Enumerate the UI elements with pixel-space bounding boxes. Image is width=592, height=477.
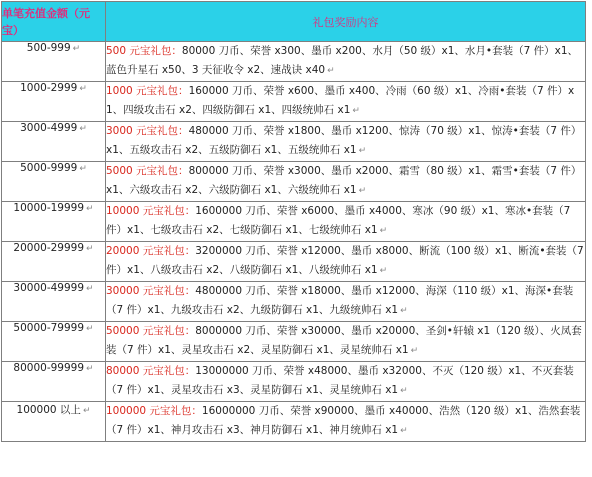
reward-cell	[106, 202, 586, 242]
package-name: 20000 元宝礼包：	[106, 245, 196, 257]
amount-cell	[2, 362, 106, 402]
amount-cell	[2, 402, 106, 442]
amount-cell	[2, 242, 106, 282]
table-row	[2, 402, 586, 442]
amount-text: 100000 以上	[16, 404, 81, 416]
amount-cell	[2, 282, 106, 322]
reward-content: 8000000 刀币、荣誉 x30000、墨币 x20000、圣剑•轩辕 x1（120 级）、火凤套装（7 件）x1、灵星攻击石 x2、灵星防御石 x1、灵星统帅石 x1	[106, 325, 582, 356]
package-name: 3000 元宝礼包：	[106, 125, 189, 137]
reward-content: 480000 刀币、荣誉 x1800、墨币 x1200、惊涛（70 级）x1、惊涛•套装（7 件）x1、五级攻击石 x2、五级防御石 x1、五级统帅石 x1	[106, 125, 582, 156]
reward-cell	[106, 42, 586, 82]
header-reward: 礼包奖励内容	[106, 2, 586, 42]
table-header-row	[2, 2, 586, 42]
amount-text: 500-999	[26, 42, 71, 54]
reward-cell	[106, 122, 586, 162]
table-row	[2, 362, 586, 402]
package-name: 30000 元宝礼包：	[106, 285, 196, 297]
return-mark-icon: ↵	[86, 324, 94, 334]
return-mark-icon: ↵	[82, 406, 91, 416]
return-mark-icon: ↵	[86, 244, 94, 254]
return-mark-icon: ↵	[410, 346, 419, 356]
return-mark-icon: ↵	[86, 204, 94, 214]
return-mark-icon: ↵	[379, 226, 388, 236]
return-mark-icon: ↵	[327, 66, 335, 76]
table-row	[2, 202, 586, 242]
amount-cell	[2, 322, 106, 362]
reward-content: 4800000 刀币、荣誉 x18000、墨币 x12000、海深（110 级）x1、海深•套装（7 件）x1、九级攻击石 x2、九级防御石 x1、九级统帅石 x1	[106, 285, 574, 316]
table-row	[2, 42, 586, 82]
amount-text: 10000-19999	[13, 202, 85, 214]
package-name: 50000 元宝礼包：	[106, 325, 196, 337]
amount-text: 50000-79999	[13, 322, 85, 334]
reward-cell	[106, 162, 586, 202]
return-mark-icon: ↵	[79, 164, 87, 174]
reward-cell	[106, 322, 586, 362]
reward-content: 16000000 刀币、荣誉 x90000、墨币 x40000、浩然（120 级）x1、浩然套装（7 件）x1、神月攻击石 x3、神月防御石 x1、神月统帅石 x1	[106, 405, 581, 436]
reward-content: 160000 刀币、荣誉 x600、墨币 x400、冷雨（60 级）x1、冷雨•套装（7 件）x1、四级攻击石 x2、四级防御石 x1、四级统帅石 x1	[106, 85, 575, 116]
package-name: 10000 元宝礼包：	[106, 205, 196, 217]
amount-cell	[2, 82, 106, 122]
reward-cell	[106, 362, 586, 402]
reward-content: 13000000 刀币、荣誉 x48000、墨币 x32000、不灭（120 级）x1、不灭套装（7 件）x1、灵星攻击石 x3、灵星防御石 x1、灵星统帅石 x1	[106, 365, 574, 396]
return-mark-icon: ↵	[400, 386, 408, 396]
package-name: 80000 元宝礼包：	[106, 365, 196, 377]
table-row	[2, 82, 586, 122]
reward-content: 80000 刀币、荣誉 x300、墨币 x200、水月（50 级）x1、水月•套装（7 件）x1、蓝色升星石 x50、3 天征收令 x2、速战诀 x40	[106, 45, 579, 76]
reward-content: 1600000 刀币、荣誉 x6000、墨币 x4000、寒冰（90 级）x1、寒冰•套装（7 件）x1、七级攻击石 x2、七级防御石 x1、七级统帅石 x1	[106, 205, 571, 236]
reward-cell	[106, 282, 586, 322]
return-mark-icon: ↵	[358, 146, 367, 156]
reward-table	[1, 1, 586, 442]
table-row	[2, 122, 586, 162]
amount-text: 1000-2999	[20, 82, 78, 94]
reward-content: 800000 刀币、荣誉 x3000、墨币 x2000、霜雪（80 级）x1、霜雪•套装（7 件）x1、六级攻击石 x2、六级防御石 x1、六级统帅石 x1	[106, 165, 582, 196]
amount-text: 3000-4999	[20, 122, 78, 134]
return-mark-icon: ↵	[79, 84, 87, 94]
package-name: 5000 元宝礼包：	[106, 165, 189, 177]
table-body	[2, 42, 586, 442]
reward-cell	[106, 402, 586, 442]
reward-cell	[106, 242, 586, 282]
amount-text: 80000-99999	[13, 362, 85, 374]
amount-text: 5000-9999	[20, 162, 78, 174]
amount-text: 20000-29999	[13, 242, 85, 254]
amount-cell	[2, 202, 106, 242]
table-row	[2, 282, 586, 322]
amount-text: 30000-49999	[13, 282, 85, 294]
return-mark-icon: ↵	[86, 284, 94, 294]
package-name: 100000 元宝礼包：	[106, 405, 202, 417]
amount-cell	[2, 122, 106, 162]
return-mark-icon: ↵	[72, 44, 81, 54]
table-row	[2, 322, 586, 362]
return-mark-icon: ↵	[400, 426, 408, 436]
return-mark-icon: ↵	[400, 306, 408, 316]
return-mark-icon: ↵	[352, 106, 360, 116]
reward-cell	[106, 82, 586, 122]
return-mark-icon: ↵	[79, 124, 87, 134]
header-amount: 单笔充值金额（元宝）	[2, 2, 106, 42]
amount-cell	[2, 162, 106, 202]
package-name: 500 元宝礼包：	[106, 45, 182, 57]
table-row	[2, 162, 586, 202]
return-mark-icon: ↵	[358, 186, 367, 196]
table-row	[2, 242, 586, 282]
reward-content: 3200000 刀币、荣誉 x12000、墨币 x8000、断流（100 级）x1、断流•套装（7 件）x1、八级攻击石 x2、八级防御石 x1、八级统帅石 x1	[106, 245, 584, 276]
package-name: 1000 元宝礼包：	[106, 85, 189, 97]
return-mark-icon: ↵	[379, 266, 388, 276]
amount-cell	[2, 42, 106, 82]
return-mark-icon: ↵	[86, 364, 94, 374]
